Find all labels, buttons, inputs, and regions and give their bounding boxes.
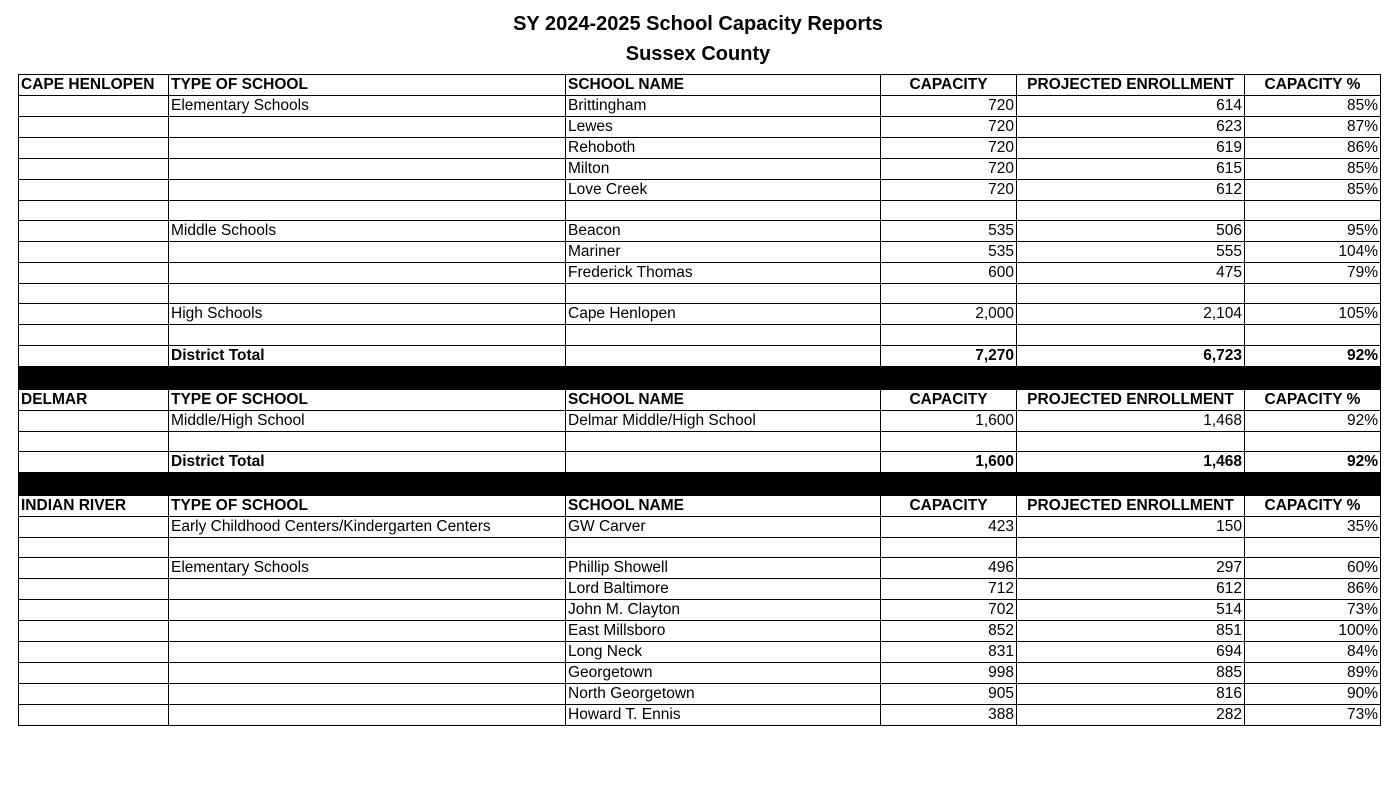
school-type-cell: [169, 641, 566, 662]
enrollment-cell: 514: [1017, 599, 1245, 620]
capacity-pct-cell: [1245, 431, 1381, 451]
district-header-row: [19, 75, 1381, 96]
capacity-cell: 496: [881, 557, 1017, 578]
total-capacity: 1,600: [881, 451, 1017, 472]
total-pct: 92%: [1245, 345, 1381, 366]
total-enrollment: 6,723: [1017, 345, 1245, 366]
school-name-cell: Milton: [566, 159, 881, 180]
school-type-cell: Middle/High School: [169, 410, 566, 431]
table-row: [19, 201, 1381, 221]
school-type-cell: [169, 138, 566, 159]
enrollment-cell: 506: [1017, 221, 1245, 242]
capacity-cell: [881, 537, 1017, 557]
capacity-pct-cell: 35%: [1245, 516, 1381, 537]
col-header-enrollment: PROJECTED ENROLLMENT: [1017, 389, 1245, 410]
col-header-name: SCHOOL NAME: [566, 389, 881, 410]
capacity-cell: [881, 431, 1017, 451]
district-cell: [19, 431, 169, 451]
school-name-cell: GW Carver: [566, 516, 881, 537]
enrollment-cell: 555: [1017, 242, 1245, 263]
capacity-pct-cell: [1245, 537, 1381, 557]
capacity-pct-cell: [1245, 284, 1381, 304]
enrollment-cell: [1017, 201, 1245, 221]
district-cell: [19, 683, 169, 704]
enrollment-cell: 297: [1017, 557, 1245, 578]
capacity-cell: 720: [881, 180, 1017, 201]
school-type-cell: [169, 704, 566, 725]
enrollment-cell: [1017, 325, 1245, 345]
table-row: [19, 641, 1381, 662]
enrollment-cell: 694: [1017, 641, 1245, 662]
capacity-cell: [881, 284, 1017, 304]
capacity-pct-cell: 79%: [1245, 263, 1381, 284]
school-name-cell: [566, 431, 881, 451]
school-name-cell: Frederick Thomas: [566, 263, 881, 284]
district-cell: [19, 641, 169, 662]
table-row: [19, 117, 1381, 138]
table-row: [19, 159, 1381, 180]
table-row: [19, 180, 1381, 201]
enrollment-cell: 615: [1017, 159, 1245, 180]
capacity-cell: 600: [881, 263, 1017, 284]
col-header-enrollment: PROJECTED ENROLLMENT: [1017, 75, 1245, 96]
table-row: [19, 325, 1381, 345]
capacity-cell: [881, 201, 1017, 221]
col-header-capacity: CAPACITY: [881, 389, 1017, 410]
school-type-cell: [169, 620, 566, 641]
capacity-pct-cell: 85%: [1245, 96, 1381, 117]
capacity-cell: 423: [881, 516, 1017, 537]
capacity-cell: 720: [881, 117, 1017, 138]
school-type-cell: [169, 284, 566, 304]
table-row: [19, 410, 1381, 431]
capacity-cell: 831: [881, 641, 1017, 662]
district-cell: [19, 325, 169, 345]
total-capacity: 7,270: [881, 345, 1017, 366]
table-row: [19, 557, 1381, 578]
district-cell: [19, 180, 169, 201]
table-row: [19, 96, 1381, 117]
district-cell: [19, 345, 169, 366]
district-name: DELMAR: [19, 389, 169, 410]
school-name-cell: [566, 284, 881, 304]
table-row: [19, 242, 1381, 263]
col-header-pct: CAPACITY %: [1245, 75, 1381, 96]
enrollment-cell: [1017, 537, 1245, 557]
school-name-cell: Brittingham: [566, 96, 881, 117]
school-name-cell: Georgetown: [566, 662, 881, 683]
district-cell: [19, 117, 169, 138]
school-type-cell: [169, 537, 566, 557]
enrollment-cell: 623: [1017, 117, 1245, 138]
table-row: [19, 537, 1381, 557]
district-cell: [19, 242, 169, 263]
capacity-pct-cell: [1245, 201, 1381, 221]
capacity-pct-cell: 86%: [1245, 578, 1381, 599]
col-header-enrollment: PROJECTED ENROLLMENT: [1017, 495, 1245, 516]
school-type-cell: [169, 431, 566, 451]
district-cell: [19, 284, 169, 304]
district-header-row: [19, 389, 1381, 410]
district-cell: [19, 138, 169, 159]
table-row: [19, 620, 1381, 641]
school-name-cell: Rehoboth: [566, 138, 881, 159]
school-name-cell: Delmar Middle/High School: [566, 410, 881, 431]
enrollment-cell: 282: [1017, 704, 1245, 725]
district-cell: [19, 662, 169, 683]
total-pct: 92%: [1245, 451, 1381, 472]
separator-bar: [19, 472, 1381, 495]
school-name-cell: Long Neck: [566, 641, 881, 662]
school-type-cell: [169, 599, 566, 620]
capacity-cell: [881, 325, 1017, 345]
capacity-cell: 388: [881, 704, 1017, 725]
enrollment-cell: 150: [1017, 516, 1245, 537]
capacity-pct-cell: 87%: [1245, 117, 1381, 138]
capacity-pct-cell: 95%: [1245, 221, 1381, 242]
capacity-pct-cell: 60%: [1245, 557, 1381, 578]
district-name: CAPE HENLOPEN: [19, 75, 169, 96]
school-type-cell: Elementary Schools: [169, 96, 566, 117]
capacity-cell: 720: [881, 159, 1017, 180]
school-name-cell: Beacon: [566, 221, 881, 242]
district-cell: [19, 704, 169, 725]
school-type-cell: Elementary Schools: [169, 557, 566, 578]
school-name-cell: [566, 451, 881, 472]
school-type-cell: [169, 117, 566, 138]
capacity-pct-cell: 104%: [1245, 242, 1381, 263]
district-cell: [19, 410, 169, 431]
school-type-cell: [169, 201, 566, 221]
col-header-name: SCHOOL NAME: [566, 75, 881, 96]
enrollment-cell: 614: [1017, 96, 1245, 117]
school-name-cell: East Millsboro: [566, 620, 881, 641]
enrollment-cell: 612: [1017, 578, 1245, 599]
col-header-type: TYPE OF SCHOOL: [169, 75, 566, 96]
enrollment-cell: 851: [1017, 620, 1245, 641]
capacity-pct-cell: 105%: [1245, 304, 1381, 325]
capacity-pct-cell: 89%: [1245, 662, 1381, 683]
enrollment-cell: [1017, 284, 1245, 304]
enrollment-cell: 612: [1017, 180, 1245, 201]
school-type-cell: Early Childhood Centers/Kindergarten Centers: [169, 516, 566, 537]
school-type-cell: [169, 683, 566, 704]
table-row: [19, 284, 1381, 304]
separator-bar: [19, 366, 1381, 389]
school-name-cell: Howard T. Ennis: [566, 704, 881, 725]
district-cell: [19, 304, 169, 325]
enrollment-cell: [1017, 431, 1245, 451]
district-cell: [19, 201, 169, 221]
total-label: District Total: [169, 345, 566, 366]
total-label: District Total: [169, 451, 566, 472]
district-separator: [19, 366, 1381, 389]
district-cell: [19, 537, 169, 557]
report-subtitle: Sussex County: [625, 43, 771, 65]
capacity-cell: 905: [881, 683, 1017, 704]
enrollment-cell: 619: [1017, 138, 1245, 159]
school-type-cell: [169, 263, 566, 284]
enrollment-cell: 2,104: [1017, 304, 1245, 325]
school-type-cell: [169, 159, 566, 180]
capacity-cell: 535: [881, 242, 1017, 263]
district-total-row: [19, 345, 1381, 366]
table-row: [19, 599, 1381, 620]
district-cell: [19, 516, 169, 537]
table-row: [19, 662, 1381, 683]
total-enrollment: 1,468: [1017, 451, 1245, 472]
capacity-pct-cell: 85%: [1245, 180, 1381, 201]
district-cell: [19, 599, 169, 620]
capacity-cell: 702: [881, 599, 1017, 620]
report-title: SY 2024-2025 School Capacity Reports: [513, 13, 883, 35]
school-type-cell: Middle Schools: [169, 221, 566, 242]
school-name-cell: [566, 345, 881, 366]
table-row: [19, 304, 1381, 325]
school-name-cell: Mariner: [566, 242, 881, 263]
school-name-cell: [566, 325, 881, 345]
table-row: [19, 704, 1381, 725]
capacity-cell: 720: [881, 138, 1017, 159]
school-type-cell: [169, 578, 566, 599]
capacity-cell: 535: [881, 221, 1017, 242]
col-header-type: TYPE OF SCHOOL: [169, 389, 566, 410]
table-row: [19, 516, 1381, 537]
school-name-cell: John M. Clayton: [566, 599, 881, 620]
enrollment-cell: 885: [1017, 662, 1245, 683]
school-name-cell: Phillip Showell: [566, 557, 881, 578]
district-cell: [19, 557, 169, 578]
col-header-name: SCHOOL NAME: [566, 495, 881, 516]
enrollment-cell: 816: [1017, 683, 1245, 704]
capacity-cell: 852: [881, 620, 1017, 641]
capacity-cell: 1,600: [881, 410, 1017, 431]
school-type-cell: [169, 325, 566, 345]
capacity-table: [18, 74, 1381, 726]
capacity-pct-cell: 92%: [1245, 410, 1381, 431]
school-name-cell: Cape Henlopen: [566, 304, 881, 325]
capacity-pct-cell: 90%: [1245, 683, 1381, 704]
enrollment-cell: 475: [1017, 263, 1245, 284]
col-header-capacity: CAPACITY: [881, 75, 1017, 96]
capacity-pct-cell: 73%: [1245, 599, 1381, 620]
table-row: [19, 138, 1381, 159]
capacity-cell: 720: [881, 96, 1017, 117]
col-header-capacity: CAPACITY: [881, 495, 1017, 516]
school-type-cell: High Schools: [169, 304, 566, 325]
district-cell: [19, 451, 169, 472]
enrollment-cell: 1,468: [1017, 410, 1245, 431]
capacity-pct-cell: 100%: [1245, 620, 1381, 641]
col-header-type: TYPE OF SCHOOL: [169, 495, 566, 516]
capacity-pct-cell: 86%: [1245, 138, 1381, 159]
district-cell: [19, 620, 169, 641]
district-cell: [19, 221, 169, 242]
school-name-cell: Love Creek: [566, 180, 881, 201]
capacity-pct-cell: [1245, 325, 1381, 345]
col-header-pct: CAPACITY %: [1245, 389, 1381, 410]
capacity-pct-cell: 84%: [1245, 641, 1381, 662]
capacity-cell: 2,000: [881, 304, 1017, 325]
district-header-row: [19, 495, 1381, 516]
school-name-cell: North Georgetown: [566, 683, 881, 704]
table-row: [19, 431, 1381, 451]
school-type-cell: [169, 242, 566, 263]
capacity-pct-cell: 73%: [1245, 704, 1381, 725]
district-cell: [19, 263, 169, 284]
school-type-cell: [169, 180, 566, 201]
school-name-cell: Lewes: [566, 117, 881, 138]
district-name: INDIAN RIVER: [19, 495, 169, 516]
school-name-cell: [566, 201, 881, 221]
school-name-cell: [566, 537, 881, 557]
district-separator: [19, 472, 1381, 495]
district-total-row: [19, 451, 1381, 472]
district-cell: [19, 96, 169, 117]
capacity-cell: 998: [881, 662, 1017, 683]
table-row: [19, 263, 1381, 284]
school-type-cell: [169, 662, 566, 683]
school-name-cell: Lord Baltimore: [566, 578, 881, 599]
district-cell: [19, 578, 169, 599]
district-cell: [19, 159, 169, 180]
capacity-pct-cell: 85%: [1245, 159, 1381, 180]
capacity-cell: 712: [881, 578, 1017, 599]
table-row: [19, 578, 1381, 599]
table-row: [19, 221, 1381, 242]
table-row: [19, 683, 1381, 704]
col-header-pct: CAPACITY %: [1245, 495, 1381, 516]
